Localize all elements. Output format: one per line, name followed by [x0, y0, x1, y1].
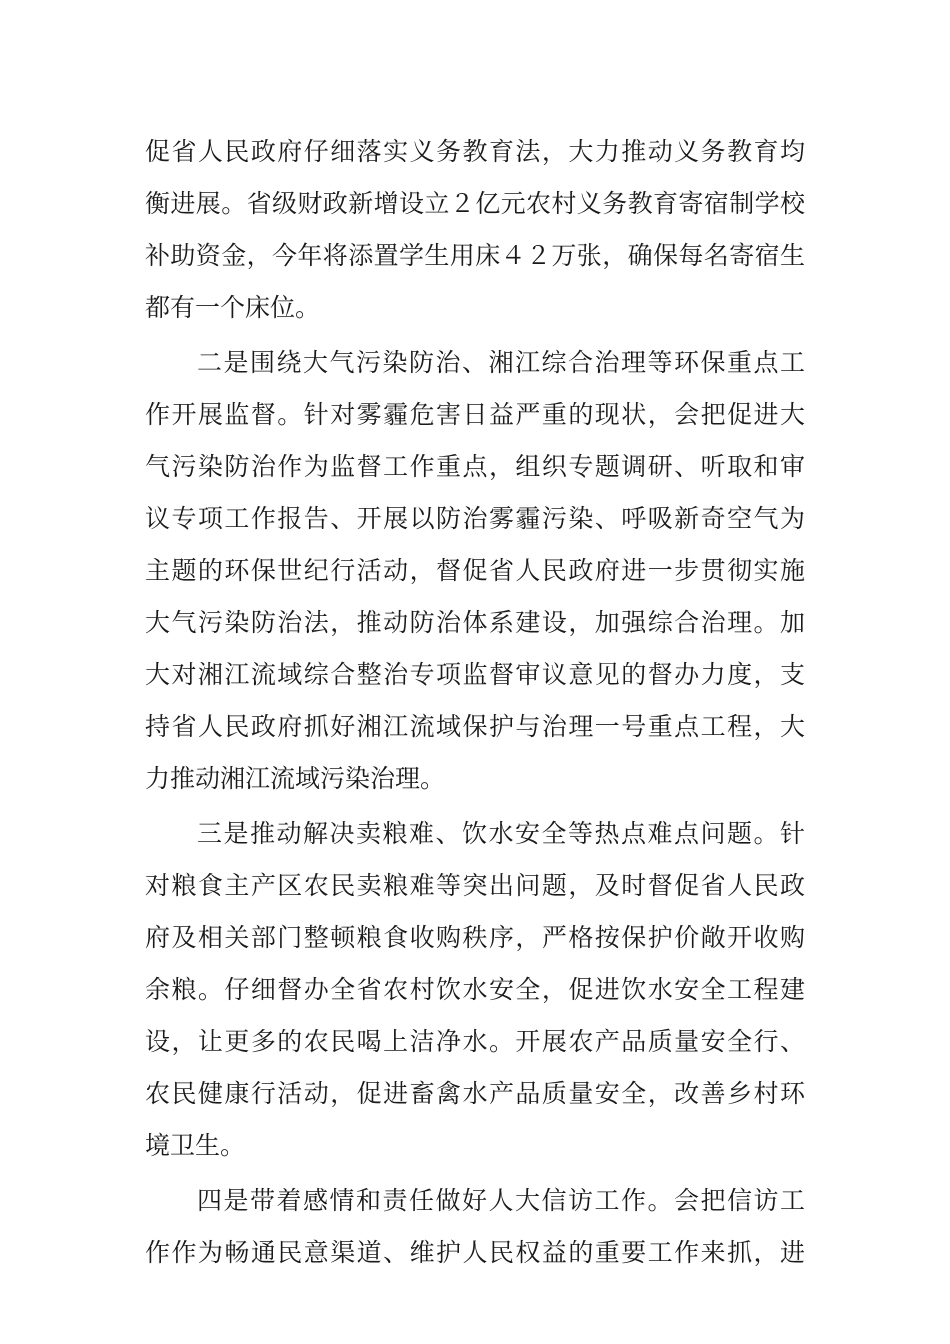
paragraph-line: 府及相关部门整顿粮食收购秩序，严格按保护价敞开收购 [145, 923, 805, 952]
paragraph-line: 气污染防治作为监督工作重点，组织专题调研、听取和审 [145, 452, 805, 481]
paragraph-line: 衡进展。省级财政新增设立２亿元农村义务教育寄宿制学校 [145, 189, 805, 218]
paragraph-line: 持省人民政府抓好湘江流域保护与治理一号重点工程，大 [145, 712, 805, 741]
paragraph-line: 力推动湘江流域污染治理。 [145, 764, 446, 793]
paragraph-line: 境卫生。 [145, 1131, 246, 1160]
document-body [145, 126, 805, 1279]
paragraph-line: 主题的环保世纪行活动，督促省人民政府进一步贯彻实施 [145, 556, 805, 585]
paragraph-grain-and-water [145, 808, 805, 1172]
paragraph-environmental-protection [145, 337, 805, 805]
paragraph-petition-work [145, 1175, 805, 1279]
paragraph-line: 大气污染防治法，推动防治体系建设，加强综合治理。加 [145, 608, 805, 637]
paragraph-line: 大对湘江流域综合整治专项监督审议意见的督办力度，支 [145, 660, 805, 689]
paragraph-line: 三是推动解决卖粮难、饮水安全等热点难点问题。针 [197, 819, 805, 848]
paragraph-line: 设，让更多的农民喝上洁净水。开展农产品质量安全行、 [145, 1027, 805, 1056]
paragraph-line: 议专项工作报告、开展以防治雾霾污染、呼吸新奇空气为 [145, 504, 805, 533]
paragraph-line: 都有一个床位。 [145, 293, 321, 322]
paragraph-line: 补助资金，今年将添置学生用床４２万张，确保每名寄宿生 [145, 241, 805, 270]
paragraph-line: 农民健康行活动，促进畜禽水产品质量安全，改善乡村环 [145, 1079, 805, 1108]
paragraph-line: 作作为畅通民意渠道、维护人民权益的重要工作来抓，进 [145, 1238, 805, 1267]
paragraph-line: 作开展监督。针对雾霾危害日益严重的现状，会把促进大 [145, 400, 805, 429]
paragraph-line: 促省人民政府仔细落实义务教育法，大力推动义务教育均 [145, 137, 805, 166]
paragraph-line: 对粮食主产区农民卖粮难等突出问题，及时督促省人民政 [145, 871, 805, 900]
paragraph-line: 余粮。仔细督办全省农村饮水安全，促进饮水安全工程建 [145, 975, 805, 1004]
paragraph-compulsory-education [145, 126, 805, 334]
paragraph-line: 四是带着感情和责任做好人大信访工作。会把信访工 [197, 1186, 805, 1215]
paragraph-line: 二是围绕大气污染防治、湘江综合治理等环保重点工 [197, 348, 805, 377]
